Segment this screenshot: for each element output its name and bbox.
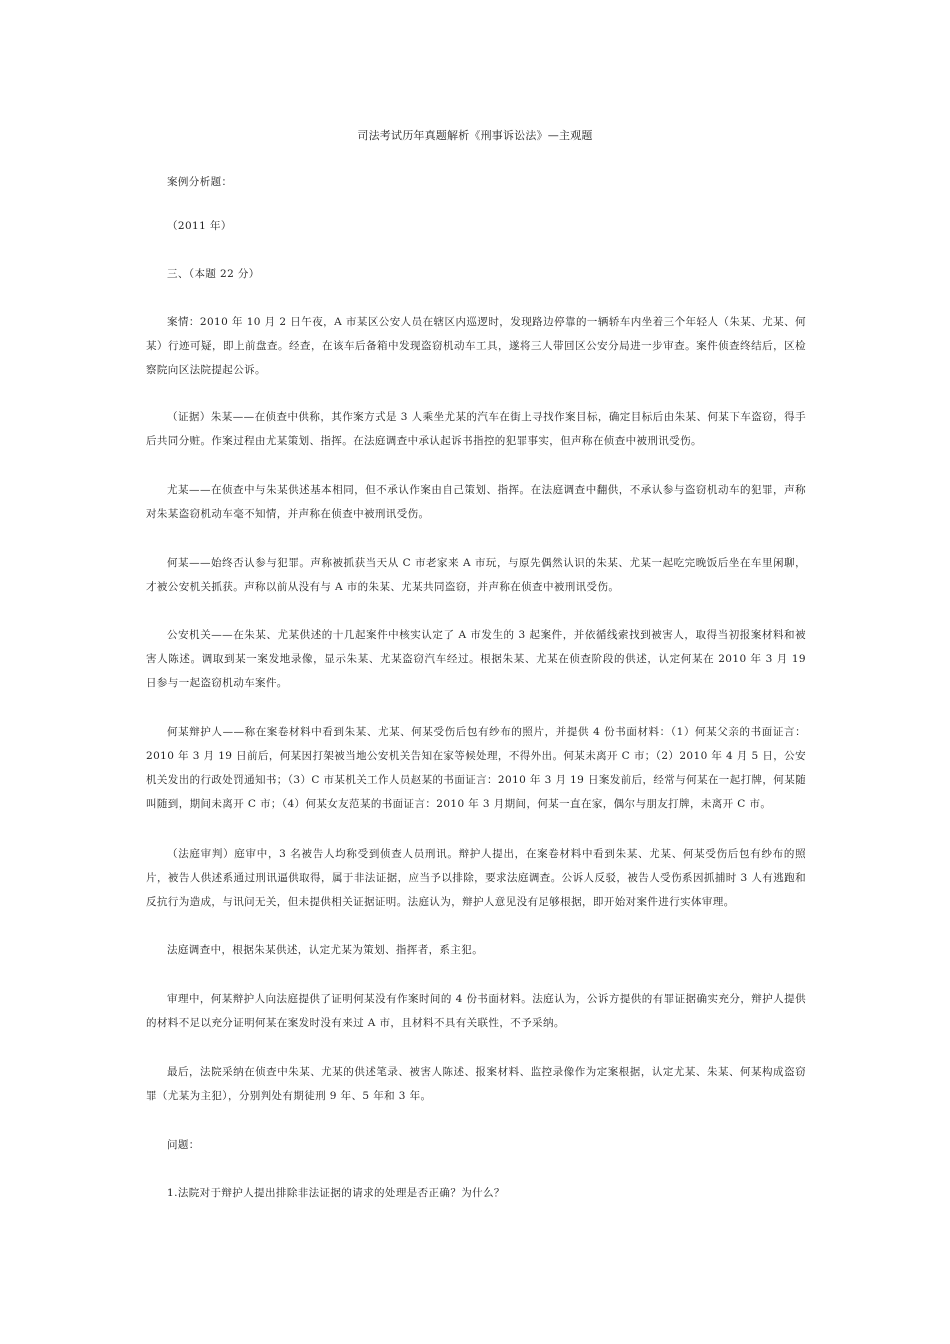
paragraph-evidence-zhu: （证据）朱某——在侦查中供称，其作案方式是 3 人乘坐尤某的汽车在街上寻找作案目标，确定目标后由朱某、何某下车盗窃，得手后共同分赃。作案过程由尤某策划、指挥。在法庭调查中承认起诉书指控的犯罪事实，但声称在侦查中被刑讯受伤。 xyxy=(146,411,806,447)
document-title: 司法考试历年真题解析《刑事诉讼法》—主观题 xyxy=(357,129,593,142)
year-label: （2011 年） xyxy=(167,220,232,232)
paragraph-verdict: 最后，法院采纳在侦查中朱某、尤某的供述笔录、被害人陈述、报案材料、监控录像作为定案根据，认定尤某、朱某、何某构成盗窃罪（尤某为主犯），分别判处有期徒刑 9 年、5 年和 3 年。 xyxy=(146,1066,806,1102)
paragraph-trial: （法庭审判）庭审中，3 名被告人均称受到侦查人员刑讯。辩护人提出，在案卷材料中看到朱某、尤某、何某受伤后包有纱布的照片，被告人供述系通过刑讯逼供取得，属于非法证据，应当予以排除，要求法庭调查。公诉人反驳，被告人受伤系因抓捕时 3 人有逃跑和反抗行为造成，与讯问无关，但未提供相关证据证明。法庭认为，辩护人意见没有足够根据，即开始对案件进行实体审理。 xyxy=(146,848,806,908)
paragraph-you: 尤某——在侦查中与朱某供述基本相同，但不承认作案由自己策划、指挥。在法庭调查中翻供，不承认参与盗窃机动车的犯罪，声称对朱某盗窃机动车毫不知情，并声称在侦查中被刑讯受伤。 xyxy=(146,484,806,520)
paragraph-defense: 何某辩护人——称在案卷材料中看到朱某、尤某、何某受伤后包有纱布的照片，并提供 4 份书面材料：（1）何某父亲的书面证言：2010 年 3 月 19 日前后，何某因打架被当地公安机关告知在家等候处理，不得外出。何某未离开 C 市；（2）2010 年 4 月 5 日，公安机关发出的行政处罚通知书；（3）C 市某机关工作人员赵某的书面证言：2010 年 3 月 19 日案发前后，经常与何某在一起打牌，何某随叫随到，期间未离开 C 市；（4）何某女友范某的书面证言：2010 年 3 月期间，何某一直在家，偶尔与朋友打牌，未离开 C 市。 xyxy=(146,726,806,810)
section-label: 三、（本题 22 分） xyxy=(167,268,260,280)
paragraph-hearing: 审理中，何某辩护人向法庭提供了证明何某没有作案时间的 4 份书面材料。法庭认为，公诉方提供的有罪证据确实充分，辩护人提供的材料不足以充分证明何某在案发时没有来过 A 市，且材料不具有关联性，不予采纳。 xyxy=(146,993,806,1029)
paragraph-case-facts: 案情：2010 年 10 月 2 日午夜，A 市某区公安人员在辖区内巡逻时，发现路边停靠的一辆轿车内坐着三个年轻人（朱某、尤某、何某）行迹可疑，即上前盘查。经查，在该车后备箱中发现盗窃机动车工具，遂将三人带回区公安分局进一步审查。案件侦查终结后，区检察院向区法院提起公诉。 xyxy=(146,316,806,376)
paragraph-he: 何某——始终否认参与犯罪。声称被抓获当天从 C 市老家来 A 市玩，与原先偶然认识的朱某、尤某一起吃完晚饭后坐在车里闲聊，才被公安机关抓获。声称以前从没有与 A 市的朱某、尤某共同盗窃，并声称在侦查中被刑讯受伤。 xyxy=(146,557,806,593)
paragraph-police: 公安机关——在朱某、尤某供述的十几起案件中核实认定了 A 市发生的 3 起案件，并依循线索找到被害人，取得当初报案材料和被害人陈述。调取到某一案发地录像，显示朱某、尤某盗窃汽车经过。根据朱某、尤某在侦查阶段的供述，认定何某在 2010 年 3 月 19 日参与一起盗窃机动车案件。 xyxy=(146,629,806,689)
paragraph-court-finding: 法庭调查中，根据朱某供述，认定尤某为策划、指挥者，系主犯。 xyxy=(167,944,484,956)
question-1: 1.法院对于辩护人提出排除非法证据的请求的处理是否正确？为什么？ xyxy=(167,1187,505,1199)
case-heading: 案例分析题： xyxy=(167,176,233,188)
questions-label: 问题： xyxy=(167,1139,200,1151)
